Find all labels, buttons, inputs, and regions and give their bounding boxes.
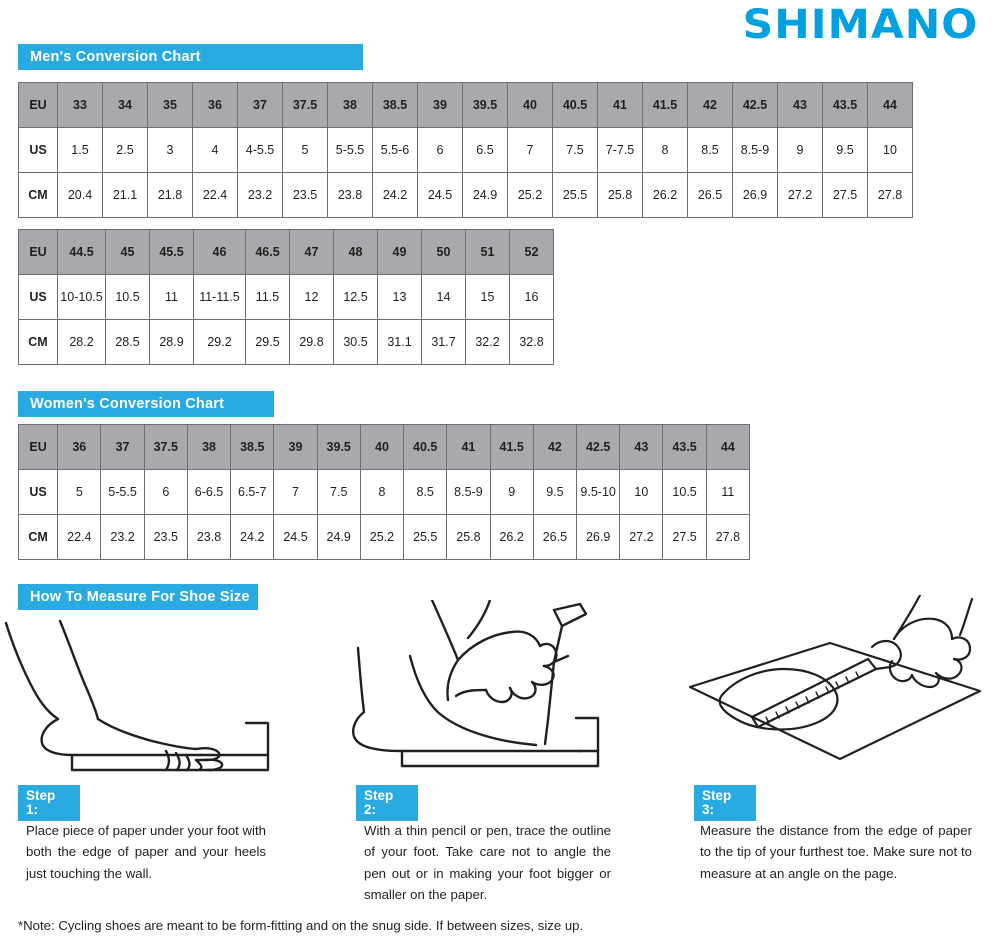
cell: 23.2 [238,173,283,218]
cell: 6-6.5 [187,470,230,515]
cell: 20.4 [58,173,103,218]
row-label: US [19,128,58,173]
cell: 29.5 [246,320,290,365]
measure-header [18,584,258,610]
cell: 10 [620,470,663,515]
cell: 7.5 [317,470,360,515]
step-2-text: With a thin pencil or pen, trace the outline of your foot. Take care not to angle the pen out or in making your foot bigger or smaller on the paper. [364,823,611,903]
cell: 23.8 [187,515,230,560]
table-row [19,83,913,128]
cell: 6 [144,470,187,515]
cell: 27.5 [663,515,706,560]
cell: 11 [150,275,194,320]
cell: 16 [510,275,554,320]
table-row [19,275,554,320]
cell: 49 [378,230,422,275]
cell: 26.5 [688,173,733,218]
cell: 8.5 [688,128,733,173]
cell: 38.5 [373,83,418,128]
cell: 3 [148,128,193,173]
table-row [19,173,913,218]
cell: 11.5 [246,275,290,320]
cell: 39.5 [463,83,508,128]
cell: 8.5 [404,470,447,515]
table-row [19,470,750,515]
cell: 38 [328,83,373,128]
cell: 40.5 [553,83,598,128]
cell: 10.5 [663,470,706,515]
womens-chart-header [18,391,274,417]
cell: 5.5-6 [373,128,418,173]
cell: 9 [778,128,823,173]
womens-chart-title: Women's Conversion Chart [30,396,225,412]
cell: 27.2 [778,173,823,218]
cell: 24.9 [463,173,508,218]
cell: 40 [508,83,553,128]
step-3-label: Step 3: [702,788,732,817]
cell: 27.8 [868,173,913,218]
cell: 30.5 [334,320,378,365]
cell: 22.4 [193,173,238,218]
cell: 25.8 [598,173,643,218]
mens-conversion-table-1 [18,82,913,218]
cell: 5 [283,128,328,173]
cell: 39 [274,425,317,470]
cell: 50 [422,230,466,275]
cell: 5 [58,470,101,515]
cell: 4-5.5 [238,128,283,173]
cell: 26.5 [533,515,576,560]
cell: 28.5 [106,320,150,365]
cell: 21.8 [148,173,193,218]
cell: 42 [688,83,733,128]
cell: 45 [106,230,150,275]
cell: 31.7 [422,320,466,365]
cell: 46 [194,230,246,275]
cell: 25.5 [404,515,447,560]
cell: 40 [360,425,403,470]
cell: 13 [378,275,422,320]
cell: 27.5 [823,173,868,218]
step-1-tag [18,785,80,821]
row-label: EU [19,425,58,470]
cell: 27.2 [620,515,663,560]
cell: 22.4 [58,515,101,560]
womens-conversion-table [18,424,750,560]
table-row [19,425,750,470]
cell: 29.2 [194,320,246,365]
cell: 9 [490,470,533,515]
cell: 26.2 [643,173,688,218]
row-label: CM [19,173,58,218]
cell: 12.5 [334,275,378,320]
step3-illustration [680,595,990,780]
cell: 25.2 [508,173,553,218]
cell: 40.5 [404,425,447,470]
cell: 6.5 [463,128,508,173]
cell: 44.5 [58,230,106,275]
cell: 10-10.5 [58,275,106,320]
cell: 10.5 [106,275,150,320]
step-1-text: Place piece of paper under your foot with both the edge of paper and your heels just touching the wall. [26,823,266,881]
cell: 5-5.5 [328,128,373,173]
cell: 44 [706,425,749,470]
cell: 43.5 [823,83,868,128]
cell: 2.5 [103,128,148,173]
step-1-label: Step 1: [26,788,56,817]
measure-title: How To Measure For Shoe Size [30,589,250,605]
cell: 28.9 [150,320,194,365]
cell: 37.5 [144,425,187,470]
mens-conversion-table-2 [18,229,554,365]
table-row [19,320,554,365]
table-row [19,128,913,173]
cell: 37.5 [283,83,328,128]
cell: 14 [422,275,466,320]
cell: 24.5 [418,173,463,218]
cell: 23.5 [144,515,187,560]
cell: 36 [193,83,238,128]
cell: 21.1 [103,173,148,218]
cell: 48 [334,230,378,275]
step-3-tag [694,785,756,821]
step2-illustration [340,600,640,775]
cell: 37 [101,425,144,470]
cell: 33 [58,83,103,128]
shimano-logo: SHIMANO [742,2,978,48]
cell: 38 [187,425,230,470]
cell: 41.5 [643,83,688,128]
step-3-text: Measure the distance from the edge of paper to the tip of your furthest toe. Make sure not to measure at an angle on the page. [700,823,972,881]
cell: 24.5 [274,515,317,560]
cell: 32.8 [510,320,554,365]
cell: 7.5 [553,128,598,173]
mens-chart-header [18,44,363,70]
cell: 23.2 [101,515,144,560]
cell: 52 [510,230,554,275]
row-label: EU [19,230,58,275]
cell: 7-7.5 [598,128,643,173]
step-2-label: Step 2: [364,788,394,817]
cell: 5-5.5 [101,470,144,515]
cell: 43 [778,83,823,128]
cell: 32.2 [466,320,510,365]
cell: 9.5 [533,470,576,515]
cell: 26.2 [490,515,533,560]
cell: 42.5 [733,83,778,128]
cell: 43.5 [663,425,706,470]
cell: 24.2 [373,173,418,218]
cell: 34 [103,83,148,128]
cell: 47 [290,230,334,275]
table-row [19,515,750,560]
cell: 42.5 [577,425,620,470]
cell: 24.2 [231,515,274,560]
cell: 36 [58,425,101,470]
cell: 41 [598,83,643,128]
row-label: CM [19,320,58,365]
cell: 38.5 [231,425,274,470]
cell: 25.5 [553,173,598,218]
cell: 25.8 [447,515,490,560]
cell: 42 [533,425,576,470]
cell: 23.8 [328,173,373,218]
cell: 15 [466,275,510,320]
cell: 12 [290,275,334,320]
cell: 23.5 [283,173,328,218]
cell: 46.5 [246,230,290,275]
cell: 39.5 [317,425,360,470]
cell: 26.9 [577,515,620,560]
cell: 41.5 [490,425,533,470]
step-2-tag [356,785,418,821]
step1-illustration [0,615,300,775]
cell: 9.5-10 [577,470,620,515]
cell: 11 [706,470,749,515]
cell: 10 [868,128,913,173]
cell: 11-11.5 [194,275,246,320]
cell: 1.5 [58,128,103,173]
cell: 7 [274,470,317,515]
cell: 39 [418,83,463,128]
cell: 8 [643,128,688,173]
row-label: US [19,470,58,515]
cell: 26.9 [733,173,778,218]
cell: 37 [238,83,283,128]
cell: 31.1 [378,320,422,365]
cell: 41 [447,425,490,470]
cell: 24.9 [317,515,360,560]
row-label: CM [19,515,58,560]
row-label: EU [19,83,58,128]
cell: 6 [418,128,463,173]
cell: 8.5-9 [447,470,490,515]
cell: 44 [868,83,913,128]
cell: 28.2 [58,320,106,365]
cell: 8 [360,470,403,515]
cell: 8.5-9 [733,128,778,173]
mens-chart-title: Men's Conversion Chart [30,49,201,65]
cell: 25.2 [360,515,403,560]
cell: 7 [508,128,553,173]
cell: 51 [466,230,510,275]
cell: 45.5 [150,230,194,275]
footer-note: *Note: Cycling shoes are meant to be form-fitting and on the snug side. If between sizes, size up. [18,918,584,933]
cell: 29.8 [290,320,334,365]
cell: 4 [193,128,238,173]
table-row [19,230,554,275]
cell: 27.8 [706,515,749,560]
row-label: US [19,275,58,320]
cell: 43 [620,425,663,470]
cell: 6.5-7 [231,470,274,515]
cell: 35 [148,83,193,128]
cell: 9.5 [823,128,868,173]
